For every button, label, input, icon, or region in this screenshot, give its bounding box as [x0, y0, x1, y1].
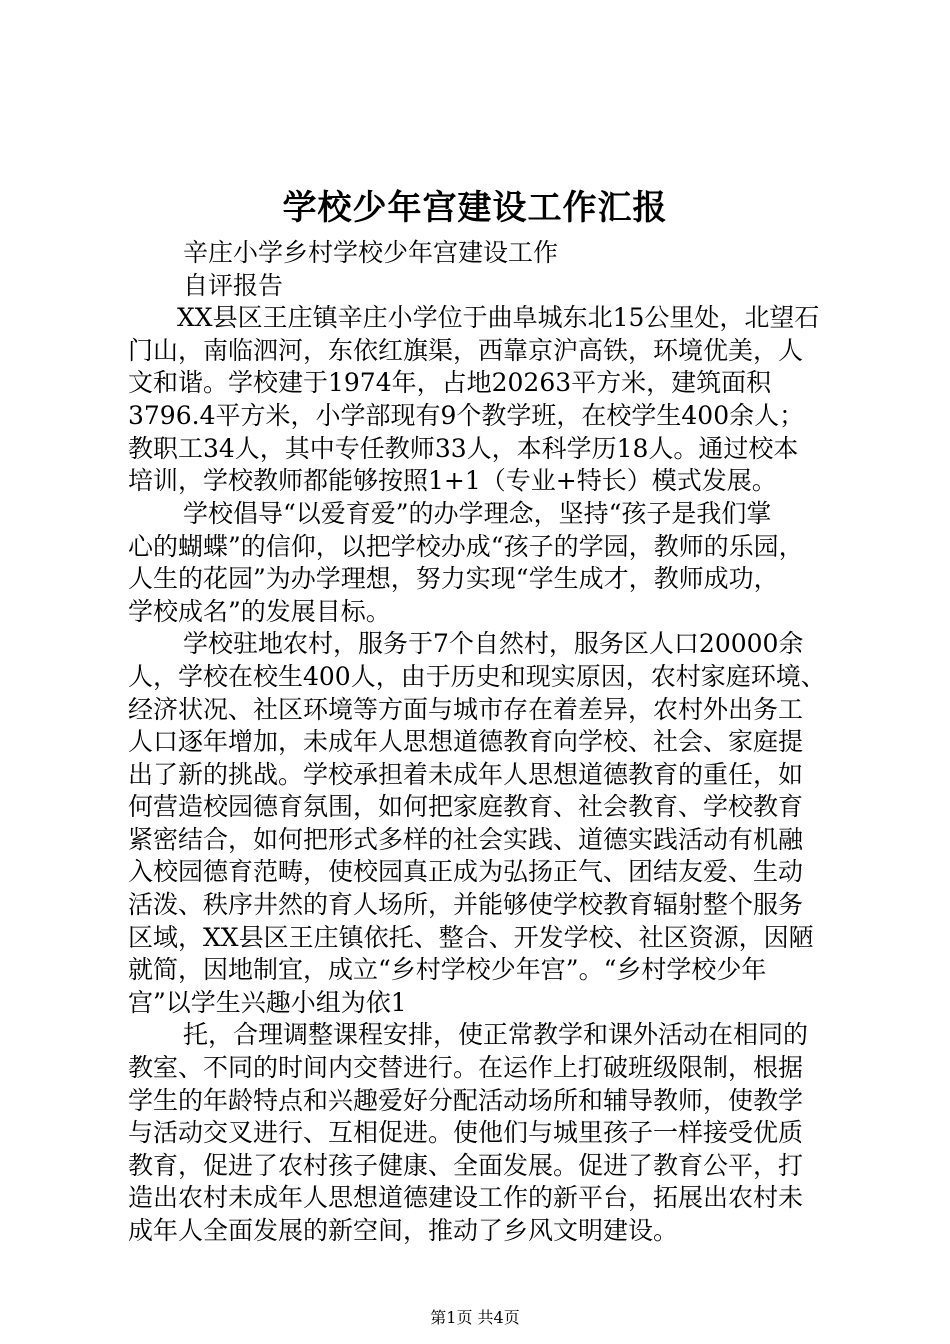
- text-line: 出了新的挑战。学校承担着未成年人思想道德教育的重任，如: [128, 760, 804, 789]
- text-line: 宫”以学生兴趣小组为依1: [128, 988, 407, 1017]
- text-line: 门山，南临泗河，东依红旗渠，西靠京沪高铁，环境优美，人: [128, 336, 804, 365]
- text-line: 就简，因地制宜，成立“乡村学校少年宫”。“乡村学校少年: [128, 955, 767, 984]
- text-line: 自评报告: [183, 271, 284, 300]
- text-line: 成年人全面发展的新空间，推动了乡风文明建设。: [128, 1216, 679, 1245]
- text-line: 学校成名”的发展目标。: [128, 597, 391, 626]
- text-line: 活泼、秩序井然的育人场所，并能够使学校教育辐射整个服务: [128, 890, 804, 919]
- page-footer: 第1页 共4页: [430, 1308, 520, 1327]
- text-line: 文和谐。学校建于1974年，占地20263平方米，建筑面积: [128, 368, 772, 397]
- text-line: 托，合理调整课程安排，使正常教学和课外活动在相同的: [183, 1020, 809, 1049]
- text-line: 入校园德育范畴，使校园真正成为弘扬正气、团结友爱、生动: [128, 857, 804, 886]
- text-line: 紧密结合，如何把形式多样的社会实践、道德实践活动有机融: [128, 825, 804, 854]
- text-line: 人口逐年增加，未成年人思想道德教育向学校、社会、家庭提: [128, 727, 804, 756]
- text-line: 与活动交叉进行、互相促进。使他们与城里孩子一样接受优质: [128, 1118, 804, 1147]
- text-line: 区域，XX县区王庄镇依托、整合、开发学校、社区资源，因陋: [128, 923, 814, 952]
- text-line: 教育，促进了农村孩子健康、全面发展。促进了教育公平，打: [128, 1151, 804, 1180]
- text-line: 3796.4平方米，小学部现有9个教学班，在校学生400余人；: [128, 401, 805, 430]
- text-line: XX县区王庄镇辛庄小学位于曲阜城东北15公里处，北望石: [177, 303, 820, 332]
- text-line: 人，学校在校生400人，由于历史和现实原因，农村家庭环境、: [128, 662, 826, 691]
- text-line: 人生的花园”为办学理想，努力实现“学生成才，教师成功，: [128, 564, 779, 593]
- text-line: 学校驻地农村，服务于7个自然村，服务区人口20000余: [183, 629, 804, 658]
- text-line: 培训，学校教师都能够按照1+1（专业+特长）模式发展。: [128, 466, 777, 495]
- page-title: 学校少年宫建设工作汇报: [282, 188, 668, 228]
- text-line: 经济状况、社区环境等方面与城市存在着差异，农村外出务工: [128, 695, 804, 724]
- text-line: 何营造校园德育氛围，如何把家庭教育、社会教育、学校教育: [128, 792, 804, 821]
- text-line: 造出农村未成年人思想道德建设工作的新平台，拓展出农村未: [128, 1183, 804, 1212]
- text-line: 心的蝴蝶”的信仰，以把学校办成“孩子的学园，教师的乐园，: [128, 532, 804, 561]
- text-line: 辛庄小学乡村学校少年宫建设工作: [183, 238, 559, 267]
- text-line: 教职工34人，其中专任教师33人，本科学历18人。通过校本: [128, 434, 799, 463]
- text-line: 学校倡导“以爱育爱”的办学理念，坚持“孩子是我们掌: [183, 499, 772, 528]
- text-line: 学生的年龄特点和兴趣爱好分配活动场所和辅导教师，使教学: [128, 1086, 804, 1115]
- text-line: 教室、不同的时间内交替进行。在运作上打破班级限制，根据: [128, 1053, 804, 1082]
